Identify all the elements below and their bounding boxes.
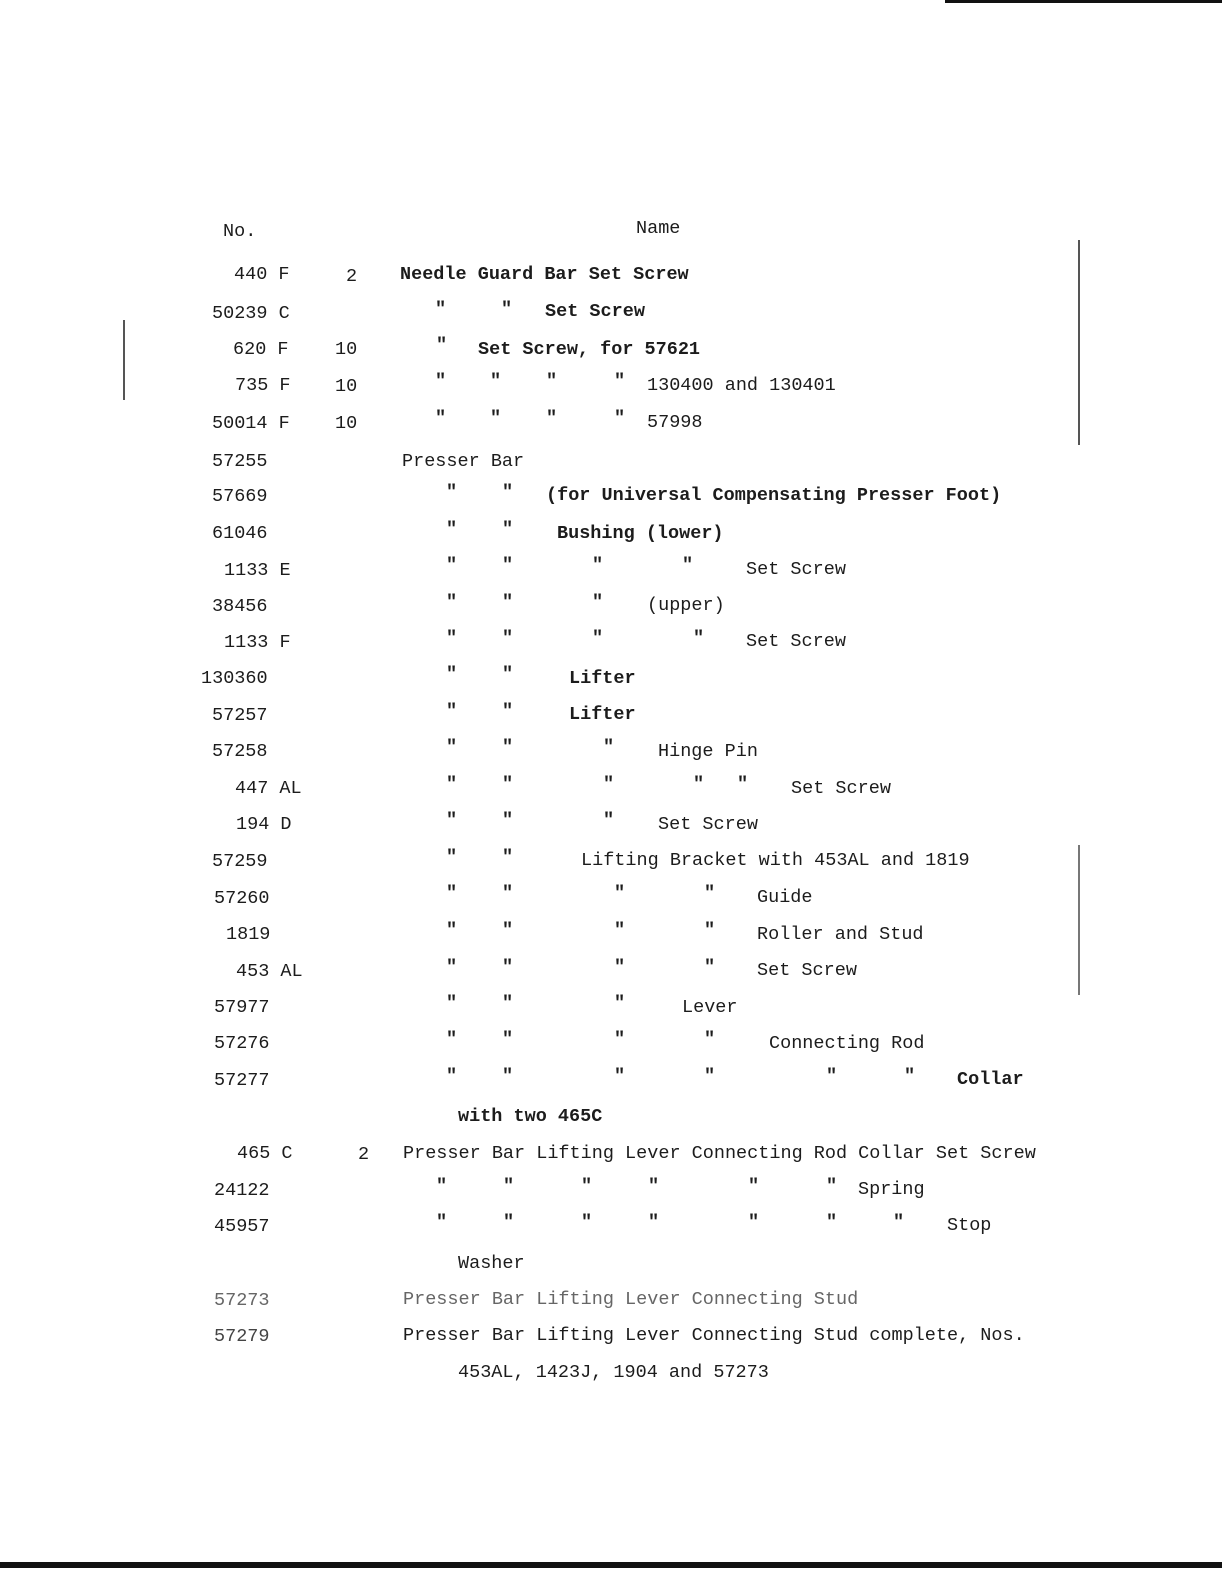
column-header-no: No. bbox=[223, 221, 257, 242]
part-number: 57977 bbox=[214, 997, 270, 1018]
part-name: Set Screw, for 57621 bbox=[478, 339, 701, 360]
ditto-mark: " bbox=[446, 555, 458, 576]
ditto-mark: " bbox=[581, 1212, 593, 1233]
part-number: 440 F bbox=[234, 264, 290, 285]
ditto-mark: " bbox=[603, 810, 615, 831]
ditto-mark: " bbox=[503, 1176, 515, 1197]
ditto-mark: " bbox=[704, 1066, 716, 1087]
part-number: 447 AL bbox=[235, 778, 302, 799]
part-name: Lifter bbox=[569, 704, 636, 725]
ditto-mark: " bbox=[826, 1066, 838, 1087]
part-name: (upper) bbox=[647, 595, 725, 616]
part-name: Needle Guard Bar Set Screw bbox=[400, 264, 689, 285]
ditto-mark: " bbox=[446, 1066, 458, 1087]
ditto-mark: " bbox=[826, 1176, 838, 1197]
ditto-mark: " bbox=[614, 957, 626, 978]
ditto-mark: " bbox=[446, 920, 458, 941]
ditto-mark: " bbox=[603, 737, 615, 758]
part-number: 50239 C bbox=[212, 303, 290, 324]
ditto-mark: " bbox=[748, 1212, 760, 1233]
ditto-mark: " bbox=[490, 408, 502, 429]
part-name: Spring bbox=[858, 1179, 925, 1200]
ditto-mark: " bbox=[614, 371, 626, 392]
part-name: Guide bbox=[757, 887, 813, 908]
part-name: 130400 and 130401 bbox=[647, 375, 836, 396]
ditto-mark: " bbox=[503, 1212, 515, 1233]
ditto-mark: " bbox=[893, 1212, 905, 1233]
ditto-mark: " bbox=[502, 920, 514, 941]
part-name: 57998 bbox=[647, 412, 703, 433]
ditto-mark: " bbox=[502, 482, 514, 503]
ditto-mark: " bbox=[446, 482, 458, 503]
part-number: 61046 bbox=[212, 523, 268, 544]
part-number: 50014 F bbox=[212, 413, 290, 434]
column-header-name: Name bbox=[636, 218, 681, 239]
ditto-mark: " bbox=[502, 957, 514, 978]
ditto-mark: " bbox=[446, 701, 458, 722]
part-number: 194 D bbox=[236, 814, 292, 835]
part-name: Presser Bar Lifting Lever Connecting Stud bbox=[403, 1289, 859, 1310]
ditto-mark: " bbox=[614, 920, 626, 941]
ditto-mark: " bbox=[446, 810, 458, 831]
ditto-mark: " bbox=[592, 555, 604, 576]
part-name: Stop bbox=[947, 1215, 992, 1236]
part-number: 57255 bbox=[212, 451, 268, 472]
ditto-mark: " bbox=[446, 628, 458, 649]
part-name-continued: with two 465C bbox=[458, 1106, 603, 1127]
ditto-mark: " bbox=[682, 555, 694, 576]
ditto-mark: " bbox=[737, 774, 749, 795]
part-name: Set Screw bbox=[757, 960, 857, 981]
ditto-mark: " bbox=[502, 519, 514, 540]
ditto-mark: " bbox=[446, 1029, 458, 1050]
ditto-mark: " bbox=[502, 664, 514, 685]
part-name: Lifting Bracket with 453AL and 1819 bbox=[581, 850, 970, 871]
ditto-mark: " bbox=[446, 519, 458, 540]
part-name: Set Screw bbox=[746, 631, 846, 652]
part-number: 57260 bbox=[214, 888, 270, 909]
quantity: 10 bbox=[335, 339, 358, 360]
ditto-mark: " bbox=[502, 701, 514, 722]
part-number: 57259 bbox=[212, 851, 268, 872]
part-name: Set Screw bbox=[545, 301, 645, 322]
ditto-mark: " bbox=[603, 774, 615, 795]
right-margin-mark bbox=[1078, 240, 1080, 445]
ditto-mark: " bbox=[436, 1176, 448, 1197]
quantity: 10 bbox=[335, 376, 358, 397]
ditto-mark: " bbox=[446, 993, 458, 1014]
part-name: Lifter bbox=[569, 668, 636, 689]
part-number: 735 F bbox=[235, 375, 291, 396]
part-number: 57273 bbox=[214, 1290, 270, 1311]
ditto-mark: " bbox=[614, 408, 626, 429]
ditto-mark: " bbox=[502, 555, 514, 576]
ditto-mark: " bbox=[435, 371, 447, 392]
left-margin-mark bbox=[123, 320, 125, 400]
part-name: Roller and Stud bbox=[757, 924, 924, 945]
ditto-mark: " bbox=[592, 592, 604, 613]
quantity: 2 bbox=[346, 266, 358, 287]
part-name: Presser Bar Lifting Lever Connecting Stud complete, Nos. bbox=[403, 1325, 1025, 1346]
part-name: Presser Bar bbox=[402, 451, 525, 472]
ditto-mark: " bbox=[614, 993, 626, 1014]
part-name: Connecting Rod bbox=[769, 1033, 925, 1054]
ditto-mark: " bbox=[435, 299, 447, 320]
part-number: 57669 bbox=[212, 486, 268, 507]
ditto-mark: " bbox=[502, 993, 514, 1014]
ditto-mark: " bbox=[446, 592, 458, 613]
part-number: 620 F bbox=[233, 339, 289, 360]
part-name: Presser Bar Lifting Lever Connecting Rod Collar Set Screw bbox=[403, 1143, 1036, 1164]
ditto-mark: " bbox=[614, 1029, 626, 1050]
part-number: 130360 bbox=[201, 668, 268, 689]
ditto-mark: " bbox=[446, 774, 458, 795]
quantity: 10 bbox=[335, 413, 358, 434]
ditto-mark: " bbox=[546, 371, 558, 392]
part-number: 1819 bbox=[226, 924, 271, 945]
part-name: Set Screw bbox=[746, 559, 846, 580]
ditto-mark: " bbox=[490, 371, 502, 392]
part-number: 24122 bbox=[214, 1180, 270, 1201]
ditto-mark: " bbox=[446, 664, 458, 685]
part-number: 57257 bbox=[212, 705, 268, 726]
part-number: 465 C bbox=[237, 1143, 293, 1164]
ditto-mark: " bbox=[581, 1176, 593, 1197]
ditto-mark: " bbox=[502, 1029, 514, 1050]
ditto-mark: " bbox=[614, 1066, 626, 1087]
ditto-mark: " bbox=[502, 592, 514, 613]
ditto-mark: " bbox=[704, 1029, 716, 1050]
ditto-mark: " bbox=[648, 1176, 660, 1197]
part-name: Collar bbox=[957, 1069, 1024, 1090]
part-name: Set Screw bbox=[658, 814, 758, 835]
ditto-mark: " bbox=[502, 810, 514, 831]
ditto-mark: " bbox=[502, 628, 514, 649]
ditto-mark: " bbox=[614, 883, 626, 904]
part-name: Bushing (lower) bbox=[557, 523, 724, 544]
part-number: 45957 bbox=[214, 1216, 270, 1237]
ditto-mark: " bbox=[904, 1066, 916, 1087]
ditto-mark: " bbox=[446, 883, 458, 904]
part-number: 57258 bbox=[212, 741, 268, 762]
ditto-mark: " bbox=[693, 628, 705, 649]
part-name: (for Universal Compensating Presser Foot) bbox=[546, 485, 1002, 506]
ditto-mark: " bbox=[748, 1176, 760, 1197]
ditto-mark: " bbox=[704, 883, 716, 904]
ditto-mark: " bbox=[446, 957, 458, 978]
part-number: 38456 bbox=[212, 596, 268, 617]
part-number: 57276 bbox=[214, 1033, 270, 1054]
ditto-mark: " bbox=[502, 737, 514, 758]
bottom-edge-bar bbox=[0, 1562, 1222, 1568]
ditto-mark: " bbox=[546, 408, 558, 429]
quantity: 2 bbox=[358, 1144, 370, 1165]
top-edge-line bbox=[945, 0, 1222, 3]
ditto-mark: " bbox=[592, 628, 604, 649]
part-name-continued: 453AL, 1423J, 1904 and 57273 bbox=[458, 1362, 769, 1383]
ditto-mark: " bbox=[704, 957, 716, 978]
ditto-mark: " bbox=[502, 847, 514, 868]
ditto-mark: " bbox=[436, 335, 448, 356]
part-name: Lever bbox=[682, 997, 738, 1018]
ditto-mark: " bbox=[446, 847, 458, 868]
part-number: 1133 E bbox=[224, 560, 291, 581]
ditto-mark: " bbox=[501, 299, 513, 320]
part-number: 453 AL bbox=[236, 961, 303, 982]
ditto-mark: " bbox=[502, 774, 514, 795]
ditto-mark: " bbox=[826, 1212, 838, 1233]
right-margin-mark-lower bbox=[1078, 845, 1080, 995]
part-number: 57277 bbox=[214, 1070, 270, 1091]
ditto-mark: " bbox=[648, 1212, 660, 1233]
part-name: Set Screw bbox=[791, 778, 891, 799]
ditto-mark: " bbox=[435, 408, 447, 429]
ditto-mark: " bbox=[704, 920, 716, 941]
part-number: 57279 bbox=[214, 1326, 270, 1347]
part-number: 1133 F bbox=[224, 632, 291, 653]
ditto-mark: " bbox=[502, 883, 514, 904]
ditto-mark: " bbox=[446, 737, 458, 758]
ditto-mark: " bbox=[502, 1066, 514, 1087]
ditto-mark: " bbox=[693, 774, 705, 795]
ditto-mark: " bbox=[436, 1212, 448, 1233]
part-name: Hinge Pin bbox=[658, 741, 758, 762]
part-name-continued: Washer bbox=[458, 1253, 525, 1274]
